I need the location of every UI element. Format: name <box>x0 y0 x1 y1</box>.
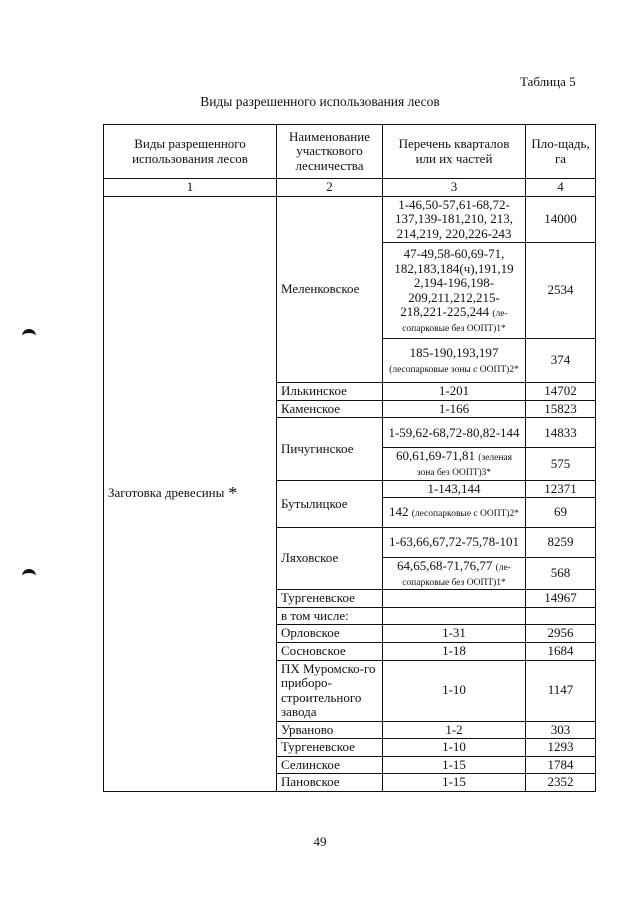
quarters-cell <box>383 558 526 590</box>
column-header: Пло-щадь, га <box>526 125 596 179</box>
area-cell: 8259 <box>526 528 596 558</box>
area-cell: 2956 <box>526 625 596 643</box>
forestry-name: Урваново <box>277 721 383 739</box>
quarters-cell <box>383 498 526 528</box>
area-cell: 303 <box>526 721 596 739</box>
area-cell: 2534 <box>526 243 596 339</box>
forestry-name: Меленковское <box>277 196 383 383</box>
forestry-name: Тургеневское <box>277 739 383 757</box>
quarters-cell <box>383 339 526 383</box>
quarters-text: 64,65,68-71,76,77 <box>397 558 493 574</box>
column-number: 3 <box>383 179 526 197</box>
forestry-name: Каменское <box>277 400 383 418</box>
forestry-name: Пановское <box>277 774 383 792</box>
quarters-cell <box>383 448 526 480</box>
column-header: Наименование участкового лесничества <box>277 125 383 179</box>
area-cell: 14000 <box>526 196 596 243</box>
quarters-note: (лесопарковые зоны с ООПТ)2* <box>389 364 519 375</box>
quarters-text: 142 <box>388 504 409 520</box>
quarters-cell: 1-15 <box>383 756 526 774</box>
quarters-cell: 1-10 <box>383 739 526 757</box>
area-cell: 575 <box>526 448 596 480</box>
table-number: Таблица 5 <box>520 74 576 89</box>
table-row <box>104 196 596 243</box>
table-title: Виды разрешенного использования лесов <box>200 94 440 109</box>
forestry-name: Тургеневское <box>277 590 383 608</box>
area-cell: 14833 <box>526 418 596 448</box>
header-row <box>104 125 596 179</box>
page-number: 49 <box>313 834 327 849</box>
forestry-name: Ляховское <box>277 528 383 590</box>
quarters-cell <box>383 243 526 339</box>
column-header: Перечень кварталов или их частей <box>383 125 526 179</box>
quarters-text: 47-49,58-60,69-71, 182,183,184(ч),191,19 2,194-196,198-209,211,212,215-218,221-225,244 <box>394 245 514 320</box>
forestry-name: Пичугинское <box>277 418 383 480</box>
area-cell: 568 <box>526 558 596 590</box>
quarters-note: (ле-сопарковые без ООПТ)1* <box>402 309 508 334</box>
quarters-cell: 1-63,66,67,72-75,78-101 <box>383 528 526 558</box>
margin-mark <box>22 329 36 340</box>
quarters-cell: 1-143,144 <box>383 480 526 498</box>
quarters-note: (ле-сопарковые без ООПТ)1* <box>402 563 511 588</box>
area-cell: 14967 <box>526 590 596 608</box>
quarters-note: (лесопарковые с ООПТ)2* <box>411 509 520 520</box>
quarters-note: (зеленая зона без ООПТ)3* <box>416 453 513 478</box>
forestry-name: в том числе: <box>277 607 383 625</box>
area-cell: 12371 <box>526 480 596 498</box>
quarters-cell <box>383 607 526 625</box>
margin-mark <box>22 569 36 580</box>
quarters-cell: 1-46,50-57,61-68,72-137,139-181,210, 213, 214,219, 220,226-243 <box>383 196 526 243</box>
area-cell: 14702 <box>526 383 596 401</box>
quarters-cell <box>383 590 526 608</box>
forestry-name: Сосновское <box>277 642 383 660</box>
quarters-cell: 1-10 <box>383 660 526 721</box>
quarters-cell: 1-18 <box>383 642 526 660</box>
quarters-text: 60,61,69-71,81 <box>395 448 476 464</box>
quarters-cell: 1-201 <box>383 383 526 401</box>
forestry-name: Селинское <box>277 756 383 774</box>
forestry-name: Бутылицкое <box>277 480 383 528</box>
column-number-row <box>104 179 596 197</box>
area-cell: 1784 <box>526 756 596 774</box>
column-number: 4 <box>526 179 596 197</box>
column-number: 2 <box>277 179 383 197</box>
area-cell: 1293 <box>526 739 596 757</box>
quarters-text: 185-190,193,197 <box>409 345 499 361</box>
use-type-cell <box>104 196 277 791</box>
area-cell: 2352 <box>526 774 596 792</box>
quarters-cell: 1-2 <box>383 721 526 739</box>
quarters-cell: 1-59,62-68,72-80,82-144 <box>383 418 526 448</box>
forest-use-table <box>103 124 596 792</box>
asterisk-mark: * <box>228 483 238 504</box>
quarters-cell: 1-166 <box>383 400 526 418</box>
area-cell: 1147 <box>526 660 596 721</box>
forestry-name: Орловское <box>277 625 383 643</box>
forestry-name: ПХ Муромско-го приборо-строительного завода <box>277 660 383 721</box>
column-number: 1 <box>104 179 277 197</box>
area-cell: 69 <box>526 498 596 528</box>
area-cell: 1684 <box>526 642 596 660</box>
area-cell <box>526 607 596 625</box>
area-cell: 374 <box>526 339 596 383</box>
forestry-name: Илькинское <box>277 383 383 401</box>
quarters-cell: 1-15 <box>383 774 526 792</box>
area-cell: 15823 <box>526 400 596 418</box>
use-type-label: Заготовка древесины <box>108 485 225 501</box>
quarters-cell: 1-31 <box>383 625 526 643</box>
column-header: Виды разрешенного использования лесов <box>104 125 277 179</box>
